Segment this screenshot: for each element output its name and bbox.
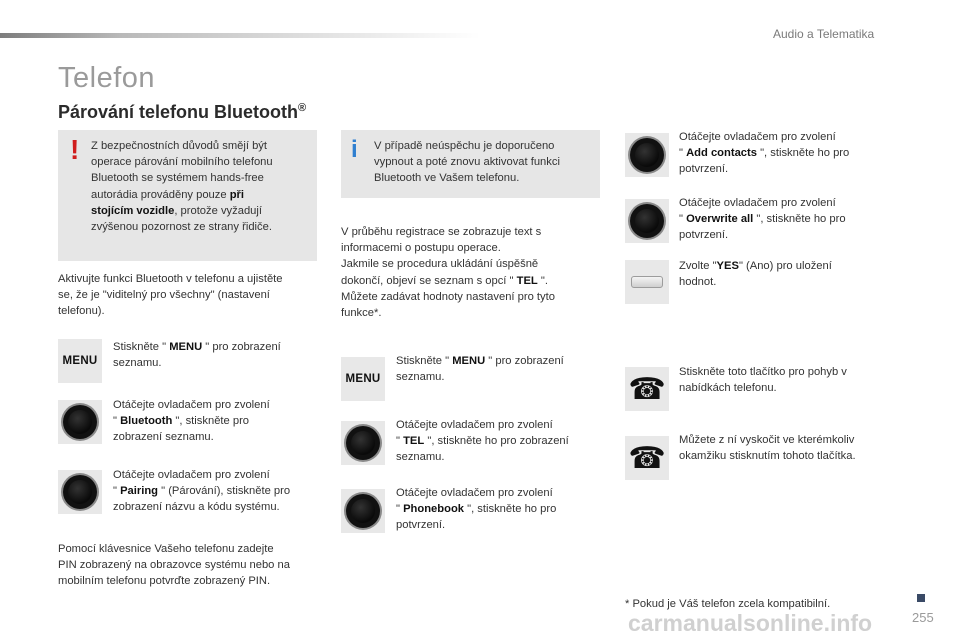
left-step-bluetooth: Otáčejte ovladačem pro zvolení " Bluetooth ", stiskněte pro zobrazení seznamu. <box>113 399 270 444</box>
menu-button-icon: MENU <box>341 357 385 401</box>
phone-hangup-icon: ☎ <box>625 436 669 480</box>
rotary-knob-icon <box>341 421 385 465</box>
registered-mark: ® <box>298 102 307 114</box>
rotary-knob-icon <box>625 199 669 243</box>
left-step-pairing: Otáčejte ovladačem pro zvolení " Pairing " (Párování), stiskněte pro zobrazení názvu a kódu systému. <box>113 469 291 514</box>
left-outro: Pomocí klávesnice Vašeho telefonu zadejte PIN zobrazený na obrazovce systému nebo na mobilním telefonu potvrďte zobrazený PIN. <box>58 543 290 588</box>
right-step-phone-button: Stiskněte toto tlačítko pro pohyb v nabídkách telefonu. <box>679 366 847 395</box>
info-box <box>341 130 600 198</box>
footnote: * Pokud je Váš telefon zcela kompatibilní. <box>625 598 831 610</box>
info-icon: i <box>351 136 358 163</box>
rotary-knob-icon <box>341 489 385 533</box>
watermark: carmanualsonline.info <box>628 610 873 636</box>
menu-button-icon: MENU <box>58 339 102 383</box>
info-text: V případě neúspěchu je doporučeno vypnout a poté znovu aktivovat funkci Bluetooth ve Vašem telefonu. <box>374 140 560 185</box>
right-step-yes: Zvolte "YES" (Ano) pro uložení hodnot. <box>679 260 832 289</box>
header-bar <box>0 33 480 38</box>
section-title: Audio a Telematika <box>773 27 875 41</box>
page-subtitle: Párování telefonu Bluetooth® <box>58 102 307 122</box>
rotary-knob-icon <box>58 400 102 444</box>
phone-pickup-icon: ☎ <box>625 367 669 411</box>
warning-text: Z bezpečnostních důvodů smějí být operace párování mobilního telefonu Bluetooth se systémem hands-free autorádia prováděny pouze při stojícím vozidle, protože vyžadují zvýšenou pozornost ze strany řidiče. <box>91 140 273 234</box>
middle-step-tel: Otáčejte ovladačem pro zvolení " TEL ", stiskněte ho pro zobrazení seznamu. <box>396 419 569 464</box>
warning-box <box>58 130 317 261</box>
right-step-exit: Můžete z ní vyskočit ve kterémkoliv okamžiku stisknutím tohoto tlačítka. <box>679 434 856 463</box>
middle-step-menu: Stiskněte " MENU " pro zobrazení seznamu. <box>396 355 564 384</box>
middle-paragraph: V průběhu registrace se zobrazuje text s informacemi o postupu operace. Jakmile se procedura ukládání úspěšně dokončí, objeví se seznam s opcí " TEL ". Můžete zadávat hodnoty nastavení pro tyto funkce*. <box>341 226 555 320</box>
rotary-knob-icon <box>625 133 669 177</box>
middle-step-phonebook: Otáčejte ovladačem pro zvolení " Phonebook ", stiskněte ho pro potvrzení. <box>396 487 557 532</box>
rotary-knob-icon <box>58 470 102 514</box>
right-step-add-contacts: Otáčejte ovladačem pro zvolení " Add contacts ", stiskněte ho pro potvrzení. <box>679 131 850 176</box>
left-step-menu: Stiskněte " MENU " pro zobrazení seznamu. <box>113 341 281 370</box>
right-step-overwrite: Otáčejte ovladačem pro zvolení " Overwrite all ", stiskněte ho pro potvrzení. <box>679 197 846 242</box>
page-title: Telefon <box>58 62 156 94</box>
left-intro: Aktivujte funkci Bluetooth v telefonu a ujistěte se, že je "viditelný pro všechny" (nastavení telefonu). <box>58 273 283 318</box>
page-marker <box>917 594 925 602</box>
confirm-button-icon <box>625 260 669 304</box>
warning-icon: ! <box>70 134 80 165</box>
page-number: 255 <box>912 610 934 625</box>
